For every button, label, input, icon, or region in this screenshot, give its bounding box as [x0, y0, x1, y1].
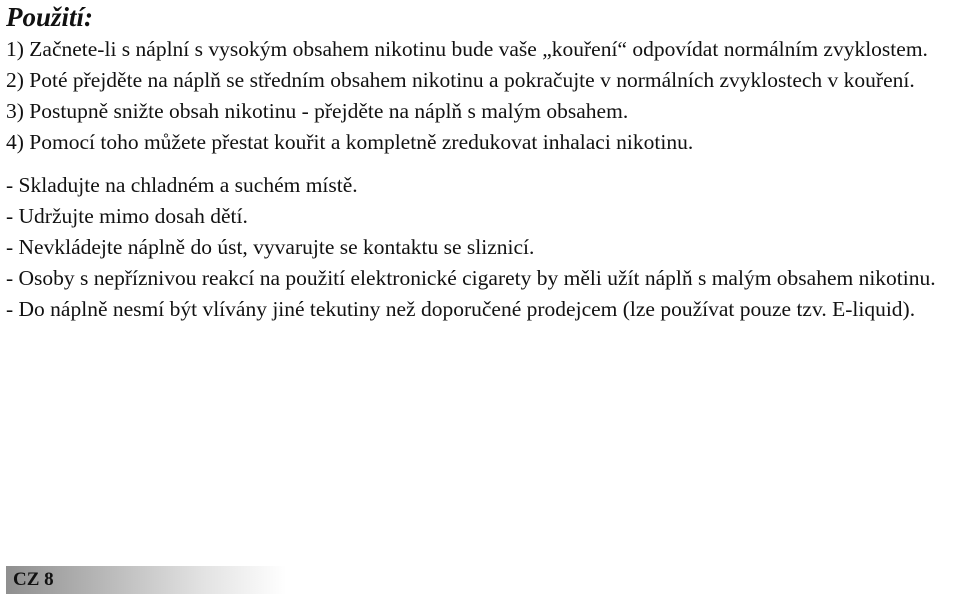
warning-mouth: - Nevkládejte náplně do úst, vyvarujte se kontaktu se sliznicí.: [6, 235, 535, 259]
step-4: 4) Pomocí toho můžete přestat kouřit a kompletně zredukovat inhalaci nikotinu.: [6, 130, 694, 154]
instructions-body: [6, 34, 956, 325]
step-2: 2) Poté přejděte na náplň se středním obsahem nikotinu a pokračujte v normálních zvyklostech v kouření.: [6, 68, 915, 92]
page-footer-bar: [6, 566, 286, 594]
warning-adverse-reaction: - Osoby s nepříznivou reakcí na použití elektronické cigarety by měli užít náplň s malým obsahem nikotinu.: [6, 266, 936, 290]
section-spacer: [6, 158, 956, 170]
page-number-label: CZ 8: [13, 569, 54, 590]
warning-children: - Udržujte mimo dosah dětí.: [6, 204, 248, 228]
step-3: 3) Postupně snižte obsah nikotinu - přejděte na náplň s malým obsahem.: [6, 99, 629, 123]
warning-storage: - Skladujte na chladném a suchém místě.: [6, 173, 358, 197]
warning-liquids: - Do náplně nesmí být vlívány jiné tekutiny než doporučené prodejcem (lze používat pouze tzv. E-liquid).: [6, 297, 916, 321]
section-heading: Použití:: [6, 2, 94, 32]
step-1: 1) Začnete-li s náplní s vysokým obsahem nikotinu bude vaše „kouření“ odpovídat normálním zvyklostem.: [6, 37, 928, 61]
